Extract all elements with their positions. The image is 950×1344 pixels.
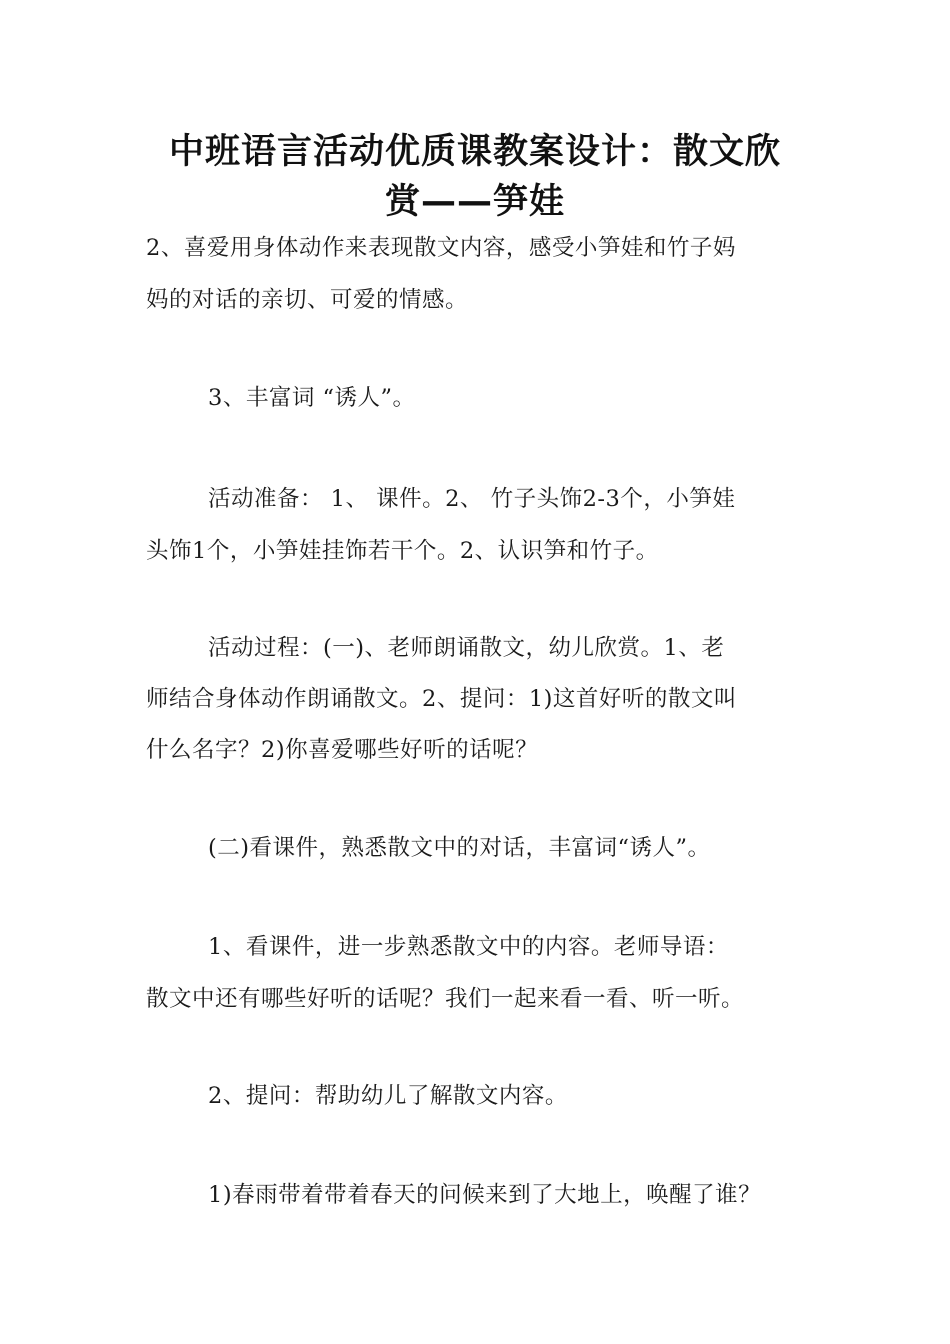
- paragraph-step-1-line-2: 散文中还有哪些好听的话呢？我们一起来看一看、听一听。: [146, 986, 745, 1012]
- paragraph-process-line-3: 什么名字？2)你喜爱哪些好听的话呢？: [146, 737, 539, 763]
- paragraph-part-two: (二)看课件，熟悉散文中的对话，丰富词“诱人”。: [208, 835, 711, 861]
- paragraph-question-1: 1)春雨带着带着春天的问候来到了大地上，唤醒了谁？: [208, 1182, 762, 1208]
- document-title-line-2: 赏——笋娃: [384, 182, 565, 222]
- paragraph-step-1-line-1: 1、看课件，进一步熟悉散文中的内容。老师导语：: [208, 934, 729, 960]
- paragraph-goal-2-line-2: 妈的对话的亲切、可爱的情感。: [146, 287, 469, 313]
- paragraph-process-line-1: 活动过程：(一)、老师朗诵散文，幼儿欣赏。1、老: [208, 635, 725, 661]
- paragraph-preparation-line-1: 活动准备： 1、 课件。2、 竹子头饰2-3个，小笋娃: [208, 486, 736, 512]
- paragraph-step-2: 2、提问：帮助幼儿了解散文内容。: [208, 1083, 568, 1109]
- paragraph-goal-3: 3、丰富词 “诱人”。: [208, 385, 416, 411]
- paragraph-process-line-2: 师结合身体动作朗诵散文。2、提问：1)这首好听的散文叫: [146, 686, 737, 712]
- document-title-line-1: 中班语言活动优质课教案设计：散文欣: [168, 132, 781, 172]
- paragraph-preparation-line-2: 头饰1个，小笋娃挂饰若干个。2、认识笋和竹子。: [146, 538, 659, 564]
- paragraph-goal-2-line-1: 2、喜爱用身体动作来表现散文内容，感受小笋娃和竹子妈: [146, 235, 736, 261]
